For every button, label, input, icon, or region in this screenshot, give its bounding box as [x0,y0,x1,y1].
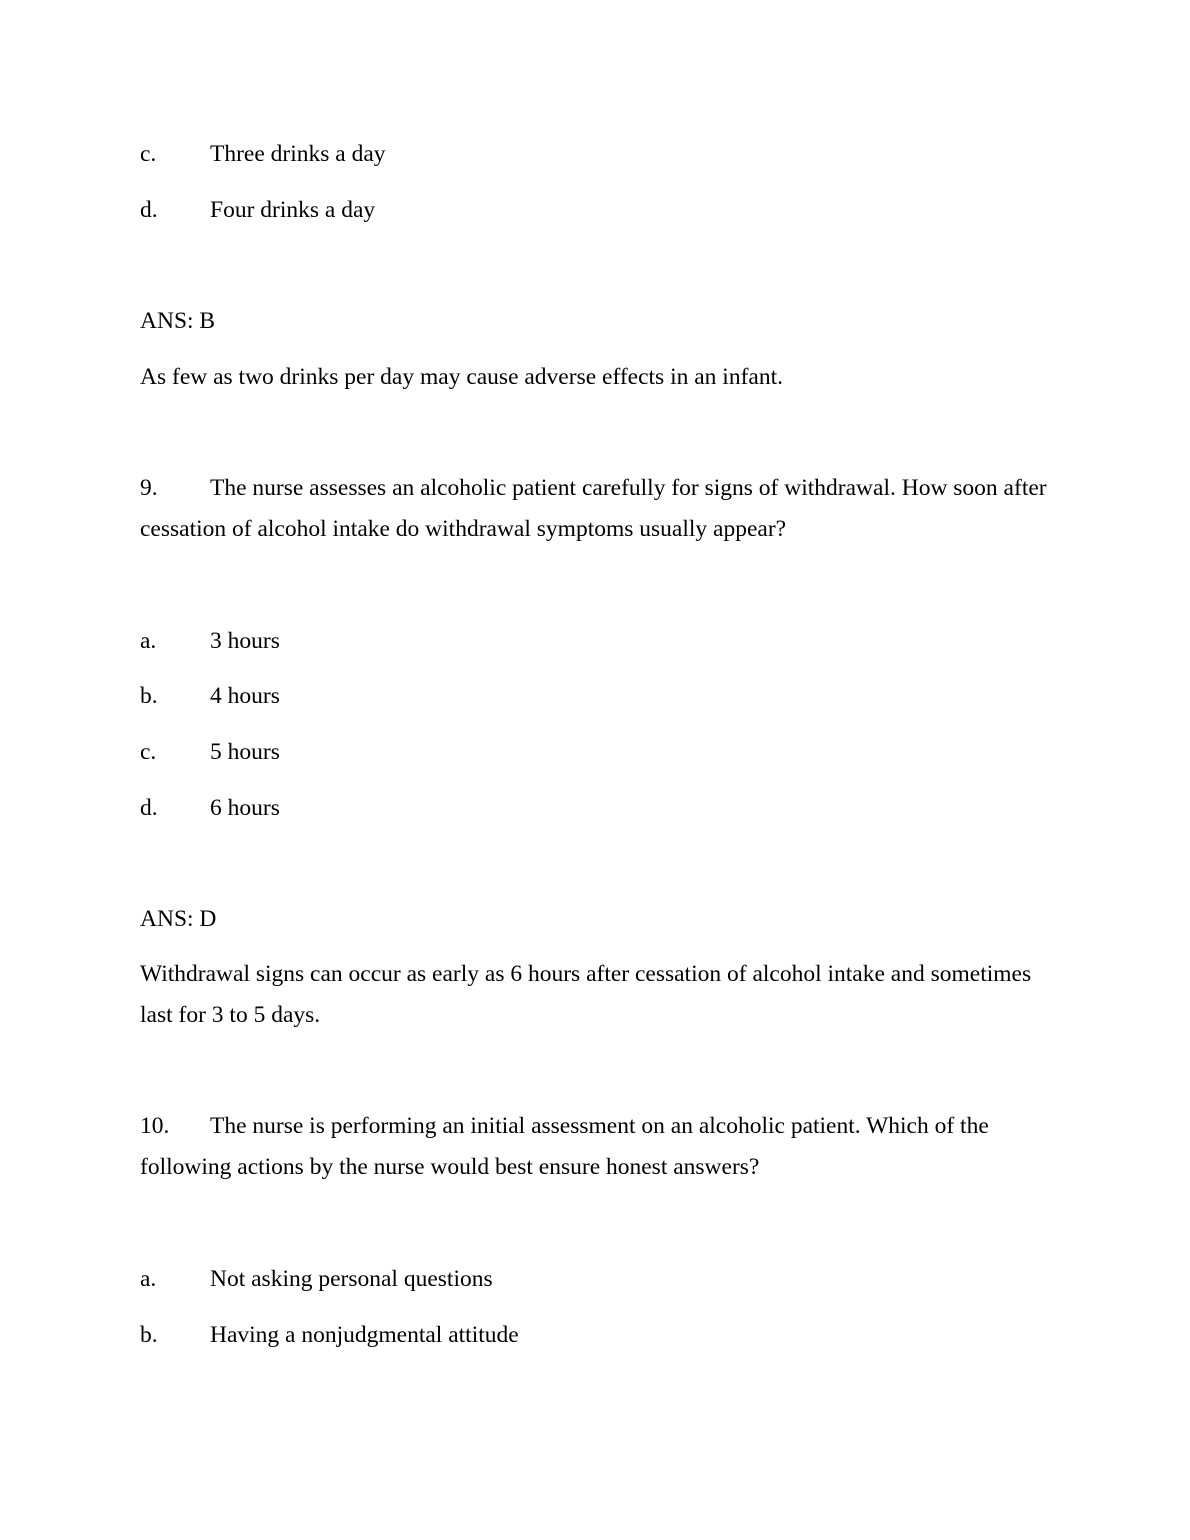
q8-option-d [140,195,375,225]
option-text: Four drinks a day [210,197,376,223]
q9-option-c [140,737,280,767]
q10-option-b [140,1320,519,1350]
option-letter: c. [140,739,157,765]
q8-answer: ANS: B [140,308,216,334]
q9-option-a [140,626,280,656]
q9-stem-block [140,468,1055,550]
q10-option-a [140,1264,493,1294]
option-letter: d. [140,197,158,223]
q10-stem-block [140,1106,1055,1188]
option-letter: d. [140,795,158,821]
option-text: 6 hours [210,795,280,821]
q9-option-b [140,681,280,711]
q9-answer: ANS: D [140,906,217,932]
option-text: Three drinks a day [210,141,386,167]
question-number: 9. [140,475,158,501]
option-letter: b. [140,1322,158,1348]
question-number: 10. [140,1113,170,1139]
option-letter: a. [140,1266,157,1292]
q8-rationale: As few as two drinks per day may cause adverse effects in an infant. [140,364,783,390]
option-text: 5 hours [210,739,280,765]
option-text: Not asking personal questions [210,1266,493,1292]
question-stem: The nurse is performing an initial assessment on an alcoholic patient. Which of the following actions by the nurse would best ensure honest answers? [140,1113,989,1180]
option-letter: a. [140,628,157,654]
q9-rationale: Withdrawal signs can occur as early as 6 hours after cessation of alcohol intake and sometimes last for 3 to 5 days. [140,961,1032,1028]
option-text: 3 hours [210,628,280,654]
option-letter: b. [140,683,158,709]
q9-option-d [140,793,280,823]
option-text: 4 hours [210,683,280,709]
option-letter: c. [140,141,157,167]
q8-option-c [140,139,386,169]
option-text: Having a nonjudgmental attitude [210,1322,519,1348]
question-stem: The nurse assesses an alcoholic patient carefully for signs of withdrawal. How soon after cessation of alcohol intake do withdrawal symptoms usually appear? [140,475,1047,542]
